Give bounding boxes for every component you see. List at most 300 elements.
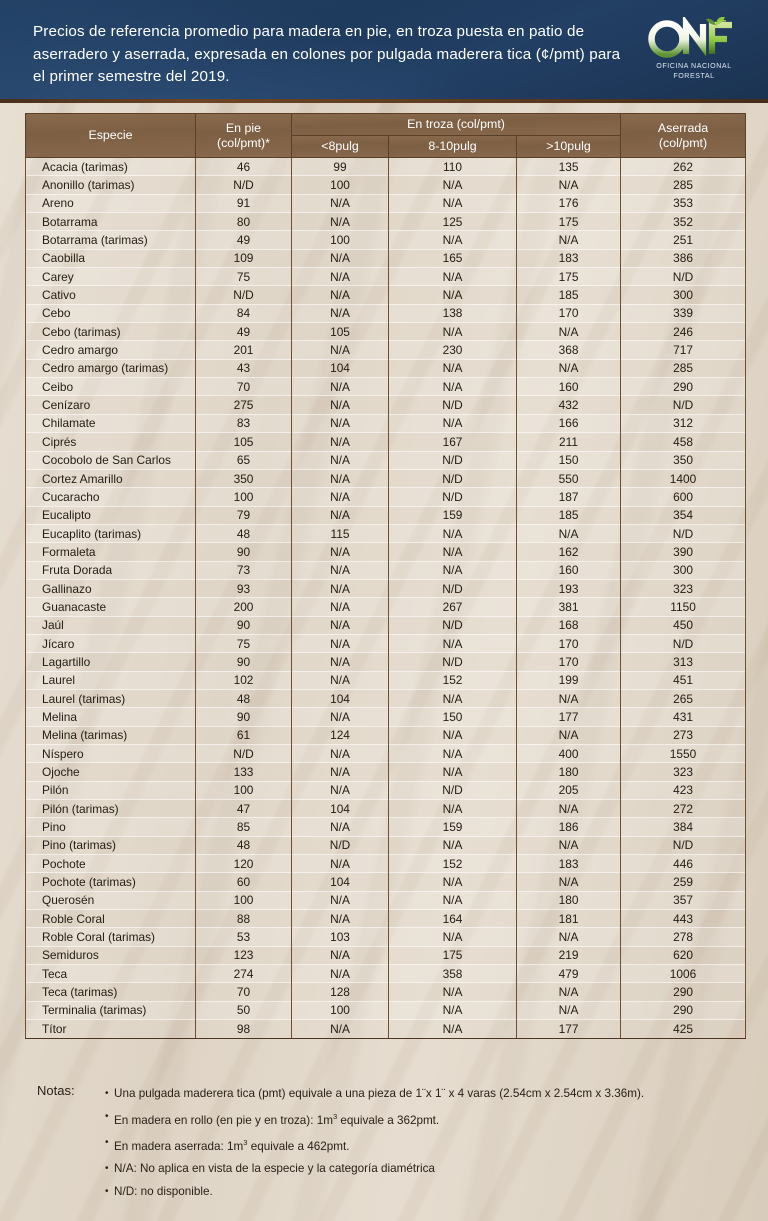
col-header-aserrada <box>621 114 746 158</box>
cell-value: N/A <box>292 286 389 304</box>
cell-value: N/D <box>389 781 517 799</box>
cell-value: N/A <box>517 928 621 946</box>
cell-value: N/A <box>389 231 517 249</box>
cell-value: N/A <box>292 634 389 652</box>
table-row <box>26 304 746 322</box>
onf-logo <box>642 17 746 89</box>
cell-value: 357 <box>621 891 746 909</box>
cell-value: 125 <box>389 213 517 231</box>
cell-value: N/A <box>292 763 389 781</box>
cell-value: N/A <box>292 616 389 634</box>
cell-value: N/A <box>292 910 389 928</box>
cell-value: N/A <box>292 891 389 909</box>
cell-especie: Ceibo <box>26 378 196 396</box>
cell-especie: Terminalia (tarimas) <box>26 1001 196 1019</box>
cell-value: N/D <box>621 836 746 854</box>
onf-logo-mark <box>642 17 746 61</box>
cell-especie: Roble Coral (tarimas) <box>26 928 196 946</box>
cell-value: N/A <box>389 745 517 763</box>
cell-value: 400 <box>517 745 621 763</box>
cell-value: 431 <box>621 708 746 726</box>
cell-especie: Anonillo (tarimas) <box>26 176 196 194</box>
cell-value: 80 <box>196 213 292 231</box>
cell-value: 83 <box>196 414 292 432</box>
cell-value: N/D <box>621 396 746 414</box>
cell-value: 285 <box>621 176 746 194</box>
cell-value: N/A <box>292 653 389 671</box>
cell-value: N/D <box>196 286 292 304</box>
cell-value: 1400 <box>621 469 746 487</box>
table-row <box>26 286 746 304</box>
notes-label: Notas: <box>37 1083 75 1098</box>
cell-value: N/A <box>389 873 517 891</box>
cell-value: 105 <box>292 323 389 341</box>
cell-value: N/A <box>517 689 621 707</box>
cell-value: 353 <box>621 194 746 212</box>
cell-value: 262 <box>621 158 746 176</box>
cell-value: 103 <box>292 928 389 946</box>
pricing-table-container <box>25 113 745 1039</box>
table-row <box>26 855 746 873</box>
table-row <box>26 1001 746 1019</box>
cell-value: 109 <box>196 249 292 267</box>
cell-value: 90 <box>196 653 292 671</box>
cell-value: 386 <box>621 249 746 267</box>
table-row <box>26 451 746 469</box>
cell-value: 259 <box>621 873 746 891</box>
cell-value: 175 <box>517 213 621 231</box>
cell-value: 105 <box>196 433 292 451</box>
cell-value: N/A <box>292 946 389 964</box>
cell-value: N/A <box>389 836 517 854</box>
cell-value: N/A <box>517 176 621 194</box>
cell-value: 104 <box>292 359 389 377</box>
cell-especie: Cebo (tarimas) <box>26 323 196 341</box>
cell-value: 358 <box>389 965 517 983</box>
cell-value: N/A <box>292 561 389 579</box>
cell-value: 65 <box>196 451 292 469</box>
cell-value: 717 <box>621 341 746 359</box>
cell-value: N/A <box>292 965 389 983</box>
cell-value: N/A <box>292 855 389 873</box>
cell-especie: Cenízaro <box>26 396 196 414</box>
cell-value: N/A <box>389 359 517 377</box>
cell-value: N/A <box>389 689 517 707</box>
cell-value: N/A <box>389 323 517 341</box>
cell-especie: Níspero <box>26 745 196 763</box>
cell-value: N/D <box>389 616 517 634</box>
cell-value: 390 <box>621 543 746 561</box>
cell-value: 290 <box>621 1001 746 1019</box>
notes-section <box>37 1083 737 1203</box>
cell-value: N/A <box>292 469 389 487</box>
page-title: Precios de referencia promedio para madera en pie, en troza puesta en patio de aserradero y aserrada, expresada en colones por pulgada maderera tica (¢/pmt) para el primer semestre del 2019. <box>33 23 621 86</box>
table-row <box>26 781 746 799</box>
cell-value: 100 <box>196 891 292 909</box>
cell-especie: Acacia (tarimas) <box>26 158 196 176</box>
cell-value: N/A <box>292 488 389 506</box>
cell-value: N/A <box>389 286 517 304</box>
cell-value: 600 <box>621 488 746 506</box>
cell-value: N/A <box>292 506 389 524</box>
cell-value: N/D <box>389 579 517 597</box>
cell-value: 170 <box>517 634 621 652</box>
cell-value: 300 <box>621 286 746 304</box>
cell-value: 274 <box>196 965 292 983</box>
cell-value: 166 <box>517 414 621 432</box>
cell-value: 128 <box>292 983 389 1001</box>
cell-value: 193 <box>517 579 621 597</box>
cell-especie: Lagartillo <box>26 653 196 671</box>
cell-especie: Cativo <box>26 286 196 304</box>
cell-value: 272 <box>621 800 746 818</box>
table-row <box>26 983 746 1001</box>
cell-value: N/A <box>517 231 621 249</box>
cell-value: N/A <box>292 378 389 396</box>
cell-especie: Pilón <box>26 781 196 799</box>
cell-value: N/A <box>389 983 517 1001</box>
onf-logo-subtitle-line2: FORESTAL <box>673 72 715 81</box>
cell-value: 275 <box>196 396 292 414</box>
cell-value: 70 <box>196 378 292 396</box>
col-header-aserrada-line1: Aserrada <box>657 120 709 135</box>
table-row <box>26 359 746 377</box>
cell-value: N/A <box>292 249 389 267</box>
col-header-especie: Especie <box>26 114 196 158</box>
cell-value: 187 <box>517 488 621 506</box>
table-row <box>26 726 746 744</box>
cell-value: N/A <box>292 745 389 763</box>
cell-value: 90 <box>196 708 292 726</box>
table-row <box>26 158 746 176</box>
cell-value: 43 <box>196 359 292 377</box>
table-header <box>26 114 746 158</box>
cell-value: 185 <box>517 286 621 304</box>
cell-value: 278 <box>621 928 746 946</box>
cell-value: N/A <box>389 414 517 432</box>
table-row <box>26 910 746 928</box>
cell-value: 450 <box>621 616 746 634</box>
cell-value: 160 <box>517 378 621 396</box>
table-row <box>26 800 746 818</box>
table-row <box>26 836 746 854</box>
cell-value: 219 <box>517 946 621 964</box>
cell-especie: Gallinazo <box>26 579 196 597</box>
cell-value: N/A <box>389 928 517 946</box>
cell-value: N/A <box>292 213 389 231</box>
cell-value: N/D <box>196 176 292 194</box>
table-row <box>26 616 746 634</box>
cell-value: 75 <box>196 634 292 652</box>
cell-value: 47 <box>196 800 292 818</box>
cell-value: 451 <box>621 671 746 689</box>
cell-especie: Pochote <box>26 855 196 873</box>
cell-value: 273 <box>621 726 746 744</box>
cell-value: 162 <box>517 543 621 561</box>
cell-value: 183 <box>517 855 621 873</box>
table-row <box>26 708 746 726</box>
cell-value: 53 <box>196 928 292 946</box>
col-header-lt8pulg: <8pulg <box>292 136 389 158</box>
cell-value: 168 <box>517 616 621 634</box>
cell-value: 100 <box>292 1001 389 1019</box>
cell-value: N/A <box>517 359 621 377</box>
cell-value: 176 <box>517 194 621 212</box>
cell-value: 350 <box>621 451 746 469</box>
cell-value: 79 <box>196 506 292 524</box>
cell-value: 550 <box>517 469 621 487</box>
cell-value: N/A <box>292 194 389 212</box>
cell-value: 159 <box>389 506 517 524</box>
cell-especie: Guanacaste <box>26 598 196 616</box>
cell-value: N/A <box>389 634 517 652</box>
cell-value: 48 <box>196 524 292 542</box>
cell-value: N/A <box>517 726 621 744</box>
cell-value: 100 <box>196 781 292 799</box>
pricing-table <box>25 113 746 1039</box>
notes-list <box>105 1083 737 1203</box>
cell-value: 425 <box>621 1020 746 1038</box>
cell-especie: Botarrama <box>26 213 196 231</box>
cell-value: 177 <box>517 1020 621 1038</box>
cell-value: 313 <box>621 653 746 671</box>
cell-value: N/A <box>389 543 517 561</box>
cell-value: 165 <box>389 249 517 267</box>
cell-value: N/D <box>389 451 517 469</box>
cell-value: 124 <box>292 726 389 744</box>
table-row <box>26 213 746 231</box>
cell-value: 170 <box>517 653 621 671</box>
cell-value: 1550 <box>621 745 746 763</box>
cell-especie: Carey <box>26 268 196 286</box>
cell-value: 312 <box>621 414 746 432</box>
cell-value: 49 <box>196 323 292 341</box>
cell-value: N/A <box>292 451 389 469</box>
cell-value: N/A <box>389 1020 517 1038</box>
cell-especie: Cebo <box>26 304 196 322</box>
cell-value: 90 <box>196 543 292 561</box>
table-row <box>26 891 746 909</box>
cell-value: N/A <box>517 983 621 1001</box>
cell-value: N/A <box>517 323 621 341</box>
cell-value: N/D <box>389 653 517 671</box>
onf-wordmark-icon <box>646 17 742 61</box>
cell-value: 99 <box>292 158 389 176</box>
cell-especie: Ciprés <box>26 433 196 451</box>
table-row <box>26 598 746 616</box>
col-header-en-pie-line2: (col/pmt)* <box>216 135 270 150</box>
cell-value: 300 <box>621 561 746 579</box>
table-row <box>26 268 746 286</box>
cell-value: 73 <box>196 561 292 579</box>
table-row <box>26 965 746 983</box>
cell-value: 160 <box>517 561 621 579</box>
cell-value: 180 <box>517 891 621 909</box>
table-row <box>26 433 746 451</box>
table-row <box>26 378 746 396</box>
col-header-en-troza: En troza (col/pmt) <box>292 114 621 136</box>
table-row <box>26 561 746 579</box>
cell-value: 1150 <box>621 598 746 616</box>
cell-value: 164 <box>389 910 517 928</box>
cell-value: 458 <box>621 433 746 451</box>
cell-value: 104 <box>292 800 389 818</box>
cell-value: 138 <box>389 304 517 322</box>
cell-value: 339 <box>621 304 746 322</box>
cell-value: 84 <box>196 304 292 322</box>
cell-value: 354 <box>621 506 746 524</box>
cell-value: 60 <box>196 873 292 891</box>
cell-value: 120 <box>196 855 292 873</box>
cell-value: N/A <box>389 800 517 818</box>
table-row <box>26 176 746 194</box>
cell-value: N/A <box>292 414 389 432</box>
cell-value: N/A <box>292 304 389 322</box>
cell-value: 100 <box>292 176 389 194</box>
table-row <box>26 634 746 652</box>
cell-value: N/A <box>292 268 389 286</box>
col-header-aserrada-line2: (col/pmt) <box>658 135 708 150</box>
cell-especie: Cedro amargo (tarimas) <box>26 359 196 377</box>
cell-value: 90 <box>196 616 292 634</box>
cell-value: N/A <box>292 671 389 689</box>
cell-value: N/A <box>389 1001 517 1019</box>
cell-value: N/A <box>292 433 389 451</box>
cell-value: 350 <box>196 469 292 487</box>
cell-value: 267 <box>389 598 517 616</box>
cell-value: N/A <box>517 873 621 891</box>
table-row <box>26 249 746 267</box>
table-row <box>26 231 746 249</box>
note-item: • N/D: no disponible. <box>105 1181 737 1204</box>
col-header-8to10pulg: 8-10pulg <box>389 136 517 158</box>
cell-value: 110 <box>389 158 517 176</box>
table-body <box>26 158 746 1039</box>
table-row <box>26 671 746 689</box>
cell-value: N/A <box>389 194 517 212</box>
table-row <box>26 579 746 597</box>
cell-value: 123 <box>196 946 292 964</box>
cell-value: 91 <box>196 194 292 212</box>
cell-value: N/D <box>621 524 746 542</box>
cell-value: N/A <box>389 268 517 286</box>
cell-value: 98 <box>196 1020 292 1038</box>
cell-value: N/A <box>517 1001 621 1019</box>
table-row <box>26 946 746 964</box>
cell-value: N/A <box>517 836 621 854</box>
cell-value: 61 <box>196 726 292 744</box>
table-row <box>26 488 746 506</box>
cell-value: 100 <box>292 231 389 249</box>
cell-value: 352 <box>621 213 746 231</box>
cell-value: 70 <box>196 983 292 1001</box>
table-row <box>26 194 746 212</box>
cell-value: 185 <box>517 506 621 524</box>
cell-especie: Cortez Amarillo <box>26 469 196 487</box>
table-row <box>26 873 746 891</box>
cell-value: N/D <box>292 836 389 854</box>
cell-value: 199 <box>517 671 621 689</box>
table-row <box>26 323 746 341</box>
cell-especie: Títor <box>26 1020 196 1038</box>
note-item: • En madera en rollo (en pie y en troza): $1m^3$ equivale a 362pmt. <box>105 1106 737 1132</box>
cell-value: 201 <box>196 341 292 359</box>
cell-value: 170 <box>517 304 621 322</box>
table-row <box>26 745 746 763</box>
onf-logo-subtitle-line1: OFICINA NACIONAL <box>656 62 732 70</box>
table-row <box>26 341 746 359</box>
cell-value: N/D <box>196 745 292 763</box>
table-header-row-1 <box>26 114 746 136</box>
table-row <box>26 689 746 707</box>
page-header <box>0 0 768 103</box>
cell-especie: Cedro amargo <box>26 341 196 359</box>
table-row <box>26 818 746 836</box>
cell-value: 88 <box>196 910 292 928</box>
cell-especie: Botarrama (tarimas) <box>26 231 196 249</box>
cell-value: 46 <box>196 158 292 176</box>
cell-value: 323 <box>621 763 746 781</box>
cell-value: N/A <box>292 818 389 836</box>
cell-value: N/A <box>292 781 389 799</box>
cell-especie: Pino (tarimas) <box>26 836 196 854</box>
cell-value: N/A <box>517 524 621 542</box>
cell-value: N/A <box>389 763 517 781</box>
table-row <box>26 524 746 542</box>
cell-value: 175 <box>389 946 517 964</box>
cell-value: 100 <box>196 488 292 506</box>
cell-especie: Pino <box>26 818 196 836</box>
cell-value: 181 <box>517 910 621 928</box>
cell-value: 50 <box>196 1001 292 1019</box>
cell-especie: Areno <box>26 194 196 212</box>
cell-value: N/A <box>292 598 389 616</box>
cell-value: 133 <box>196 763 292 781</box>
cell-value: 48 <box>196 836 292 854</box>
cell-value: 177 <box>517 708 621 726</box>
cell-value: 93 <box>196 579 292 597</box>
cell-value: 290 <box>621 983 746 1001</box>
note-item: • En madera aserrada: $1m^3$ equivale a 462pmt. <box>105 1132 737 1158</box>
cell-especie: Chilamate <box>26 414 196 432</box>
cell-value: 446 <box>621 855 746 873</box>
cell-value: 246 <box>621 323 746 341</box>
cell-value: N/D <box>621 634 746 652</box>
cell-value: N/D <box>389 396 517 414</box>
table-row <box>26 1020 746 1038</box>
cell-especie: Teca <box>26 965 196 983</box>
cell-value: 150 <box>517 451 621 469</box>
cell-value: 620 <box>621 946 746 964</box>
cell-value: N/A <box>389 891 517 909</box>
cell-value: N/A <box>389 176 517 194</box>
cell-value: 49 <box>196 231 292 249</box>
cell-value: N/A <box>292 579 389 597</box>
cell-especie: Formaleta <box>26 543 196 561</box>
cell-value: 285 <box>621 359 746 377</box>
cell-especie: Caobilla <box>26 249 196 267</box>
cell-especie: Jaúl <box>26 616 196 634</box>
cell-value: N/A <box>389 726 517 744</box>
cell-value: N/A <box>517 800 621 818</box>
cell-value: N/A <box>292 708 389 726</box>
cell-especie: Semiduros <box>26 946 196 964</box>
cell-especie: Fruta Dorada <box>26 561 196 579</box>
cell-value: N/A <box>292 341 389 359</box>
cell-value: N/D <box>389 469 517 487</box>
table-row <box>26 396 746 414</box>
cell-value: 75 <box>196 268 292 286</box>
